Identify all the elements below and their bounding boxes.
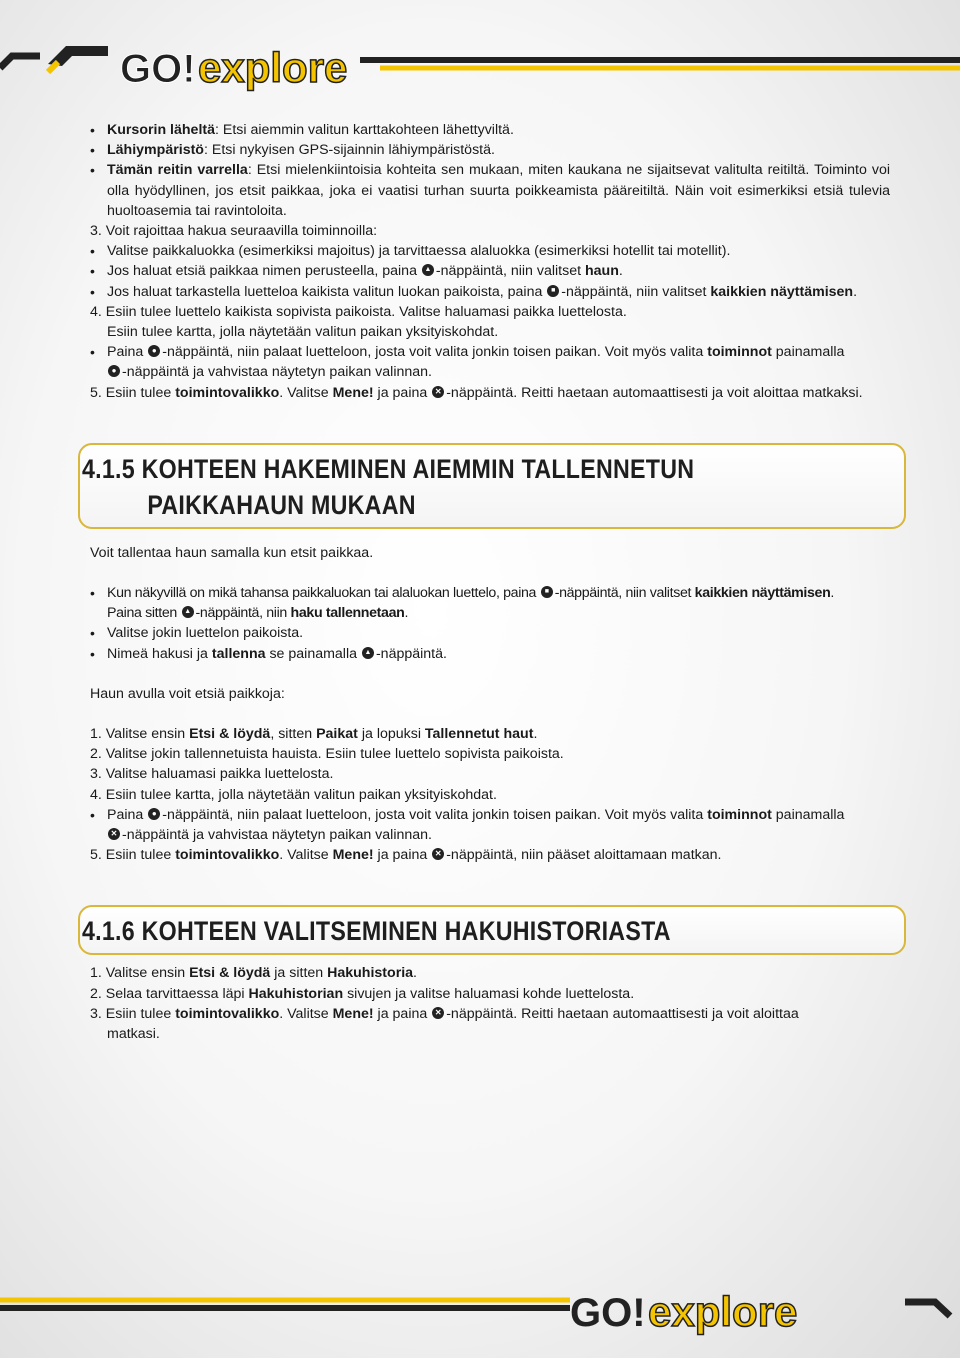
header-swoosh [0,38,960,78]
page-content [82,120,890,1044]
step-1: 1. Valitse ensin Etsi & löydä ja sitten Hakuhistoria. [90,965,417,982]
goexplore-logo [520,1268,880,1348]
triangle-button-icon [362,647,374,659]
logo-go-text: GO! [570,1291,646,1335]
square-button-icon [541,586,553,598]
list-item: • Nimeä hakusi ja tallenna se painamalla ▲-näppäintä. [90,644,890,664]
triangle-button-icon [422,264,434,276]
cross-button-icon [432,1007,444,1019]
list-item: • Jos haluat etsiä paikkaa nimen perusteella, paina ▲-näppäintä, niin valitset haun. [90,261,890,281]
circle-button-icon [148,345,160,357]
step-3: 3. Voit rajoittaa hakua seuraavilla toiminnoilla: [90,223,378,240]
list-item: • Kursorin läheltä: Etsi aiemmin valitun karttakohteen lähettyviltä. [90,120,890,140]
step-5: 5. Esiin tulee toimintovalikko. Valitse Mene! ja paina ✕-näppäintä. Reitti haetaan automaattisesti ja voit aloittaa matkaksi. [90,383,890,403]
list-item: • Jos haluat tarkastella luetteloa kaikista valitun luokan paikoista, paina ■-näppäintä, niin valitset kaikkien näyttämisen. [90,282,890,302]
logo-explore-text: explore [648,1288,798,1335]
step-2: 2. Selaa tarvittaessa läpi Hakuhistorian sivujen ja valitse haluamasi kohde luettelosta. [90,985,635,1002]
cross-button-icon [108,828,120,840]
logo-explore-text: explore [198,44,348,91]
square-button-icon [547,285,559,297]
paragraph: Haun avulla voit etsiä paikkoja: [90,685,285,702]
step-3: 3. Esiin tulee toimintovalikko. Valitse Mene! ja paina ✕-näppäintä. Reitti haetaan automaattisesti ja voit aloittaa matkasi. [90,1004,890,1044]
step-4: 4. Esiin tulee luettelo kaikista sopivista paikoista. Valitse haluamasi paikka luettelosta. [90,303,627,320]
step-3: 3. Valitse haluamasi paikka luettelosta. [90,766,334,783]
step-4: 4. Esiin tulee kartta, jolla näytetään valitun paikan yksityiskohdat. [90,786,497,803]
cross-button-icon [432,848,444,860]
cross-button-icon [432,386,444,398]
list-item: • Valitse paikkaluokka (esimerkiksi majoitus) ja tarvittaessa alaluokka (esimerkiksi hotellit tai motellit). [90,241,890,261]
paragraph: Voit tallentaa haun samalla kun etsit paikkaa. [90,544,374,561]
section-heading: 4.1.6 KOHTEEN VALITSEMINEN HAKUHISTORIASTA [82,916,671,947]
circle-button-icon [108,365,120,377]
list-item: • Kun näkyvillä on mikä tahansa paikkaluokan tai alaluokan luettelo, paina ■-näppäintä, niin valitset kaikkien näyttämisen. Paina sitten ▲-näppäintä, niin haku tallennetaan. [90,583,890,623]
list-item: • Paina ●-näppäintä, niin palaat luetteloon, josta voit valita jonkin toisen paikan. Voit myös valita toiminnot painamalla ✕-näppäintä ja vahvistaa näytetyn paikan valinnan. [90,805,890,845]
list-item: • Lähiympäristö: Etsi nykyisen GPS-sijainnin lähiympäristöstä. [90,140,890,160]
list-item: • Tämän reitin varrella: Etsi mielenkiintoisia kohteita sen mukaan, miten kaukana ne sijaitsevat valitulta reitiltä. Toiminto voi olla hyödyllinen, jos etsit paikkaa, joka ei vaatisi turhan suurta poikkeamista pääreitiltä. Näin voit esimerkiksi etsiä tulevia huoltoasemia tai ravintoloita. [90,160,890,221]
section-heading-box [78,443,906,529]
step-2: 2. Valitse jokin tallennetuista hauista. Esiin tulee luettelo sopivista paikoista. [90,746,564,763]
circle-button-icon [148,808,160,820]
step-4-detail: Esiin tulee kartta, jolla näytetään valitun paikan yksityiskohdat. [107,324,499,341]
section-heading: 4.1.5 KOHTEEN HAKEMINEN AIEMMIN TALLENNETUN PAIKKAHAUN MUKAAN [82,453,695,520]
step-5: 5. Esiin tulee toimintovalikko. Valitse Mene! ja paina ✕-näppäintä, niin pääset aloittamaan matkan. [90,845,890,865]
list-item: • Paina ●-näppäintä, niin palaat luetteloon, josta voit valita jonkin toisen paikan. Voit myös valita toiminnot painamalla ●-näppäintä ja vahvistaa näytetyn paikan valinnan. [90,342,890,382]
section-heading-box [78,905,906,955]
logo-go-text: GO! [120,47,196,91]
step-1: 1. Valitse ensin Etsi & löydä, sitten Paikat ja lopuksi Tallennetut haut. [90,726,538,743]
triangle-button-icon [182,606,194,618]
list-item: • Valitse jokin luettelon paikoista. [90,623,890,643]
